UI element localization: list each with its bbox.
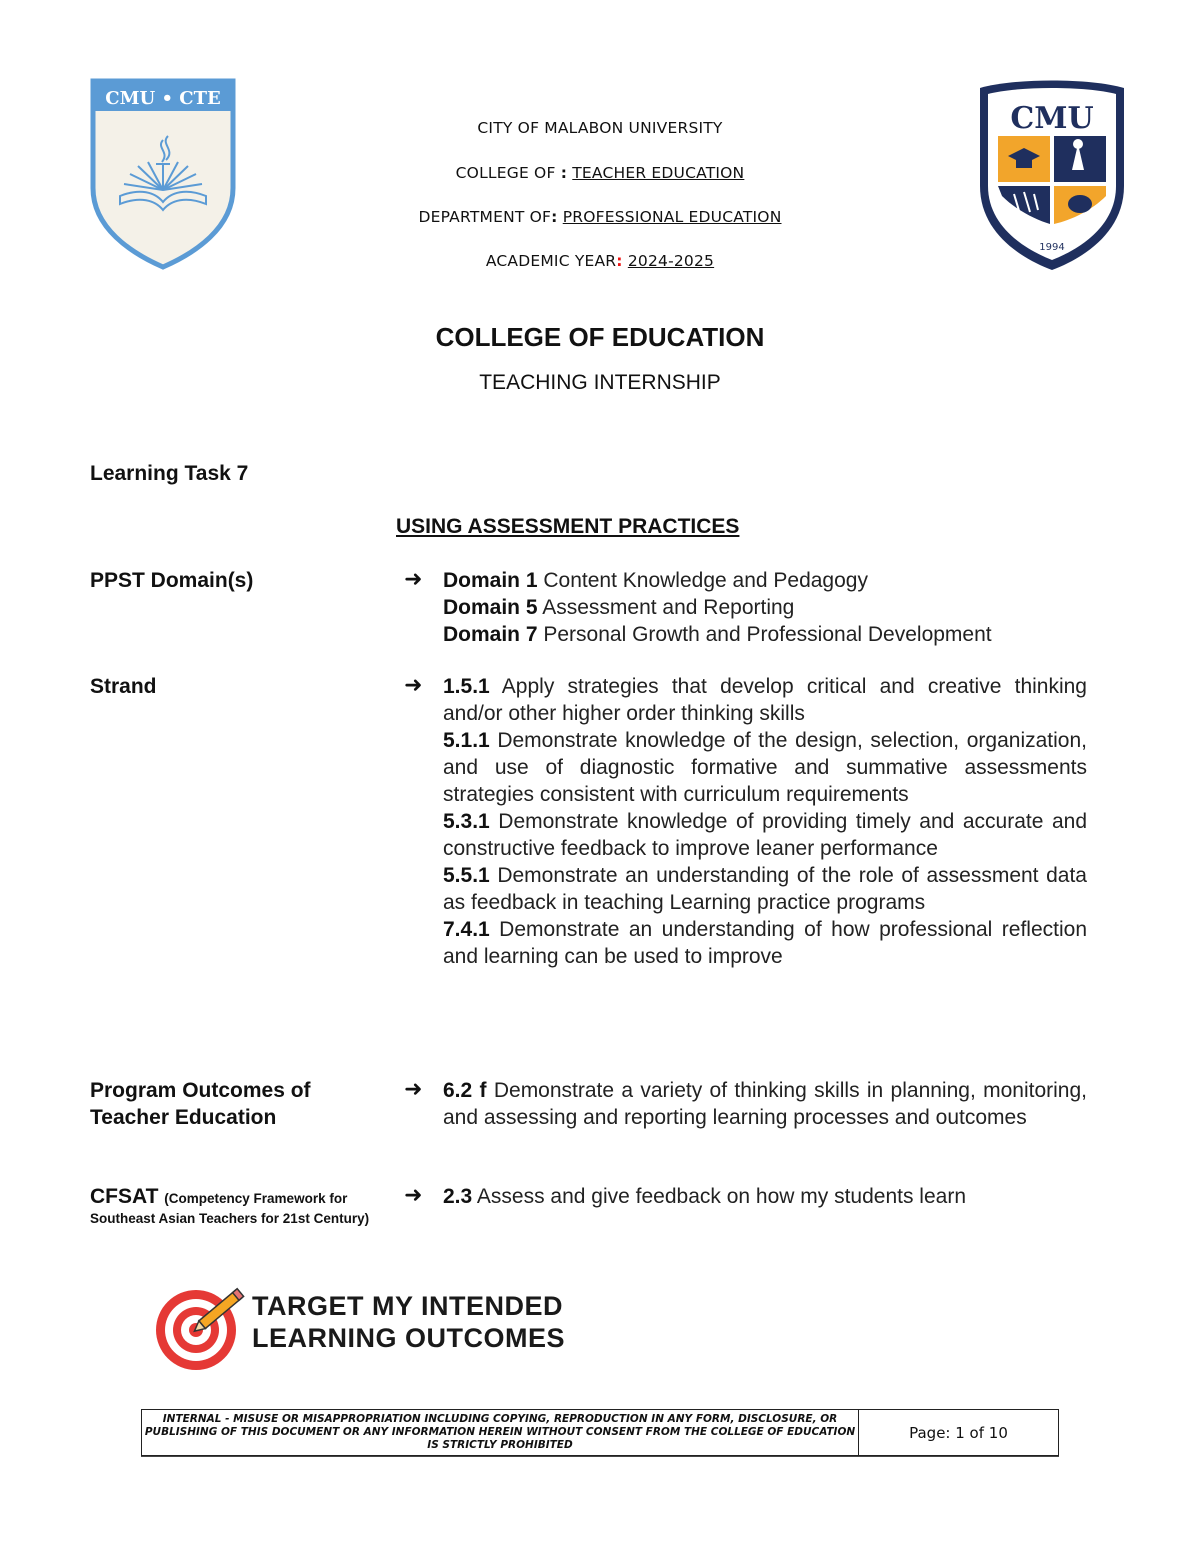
- ppst-domain-item: Domain 5 Assessment and Reporting: [443, 596, 795, 619]
- footer-notice: INTERNAL - MISUSE OR MISAPPROPRIATION INCLUDING COPYING, REPRODUCTION IN ANY FORM, DISCLOSURE, OR PUBLISHING OF THIS DOCUMENT OR ANY INFORMATION HEREIN WITHOUT CONSENT FROM THE COLLEGE OF EDUCATION IS STRICTLY PROHIBITED: [142, 1410, 859, 1456]
- cmu-crest-year: 1994: [1039, 242, 1065, 253]
- ppst-domain-item: Domain 7 Personal Growth and Professional Development: [443, 623, 992, 646]
- learning-task-label: Learning Task 7: [90, 462, 249, 485]
- university-name: CITY OF MALABON UNIVERSITY: [477, 119, 723, 137]
- program-outcomes-content: 6.2 f Demonstrate a variety of thinking skills in planning, monitoring, and assessing and reporting learning processes and outcomes: [443, 1079, 1087, 1129]
- strand-item: 5.1.1 Demonstrate knowledge of the design, selection, organization, and use of diagnostic formative and summative assessments strategies consistent with curriculum requirements: [443, 729, 1087, 806]
- arrow-icon: ➜: [404, 567, 423, 592]
- strand-item: 5.5.1 Demonstrate an understanding of the role of assessment data as feedback in teaching Learning practice programs: [443, 864, 1087, 914]
- page-indicator: Page: 1 of 10: [859, 1410, 1059, 1456]
- arrow-icon: ➜: [404, 1077, 423, 1102]
- cfsat-subtitle: Southeast Asian Teachers for 21st Century): [90, 1211, 370, 1226]
- section-title: USING ASSESSMENT PRACTICES: [396, 515, 740, 538]
- strand-item: 1.5.1 Apply strategies that develop critical and creative thinking and/or other higher order thinking skills: [443, 675, 1087, 725]
- strand-label: Strand: [90, 675, 157, 698]
- ppst-label: PPST Domain(s): [90, 569, 254, 592]
- target-icon: [152, 1284, 252, 1372]
- strand-item: 7.4.1 Demonstrate an understanding of how professional reflection and learning can be used to improve: [443, 918, 1087, 968]
- strand-list: [443, 673, 1087, 970]
- cfsat-label: CFSAT (Competency Framework for: [90, 1185, 348, 1208]
- cfsat-content: 2.3 Assess and give feedback on how my students learn: [443, 1185, 967, 1208]
- strand-item: 5.3.1 Demonstrate knowledge of providing timely and accurate and constructive feedback to improve leaner performance: [443, 810, 1087, 860]
- ppst-domain-item: Domain 1 Content Knowledge and Pedagogy: [443, 569, 868, 592]
- footer-table: [141, 1409, 1059, 1456]
- college-line: COLLEGE OF : TEACHER EDUCATION: [455, 164, 745, 182]
- academic-year-line: ACADEMIC YEAR: 2024-2025: [485, 252, 715, 270]
- footer-divider: [141, 1456, 1059, 1457]
- ppst-domains: [443, 567, 1087, 648]
- program-outcomes-label: Program Outcomes of Teacher Education: [90, 1079, 311, 1129]
- cmu-cte-logo-text: CMU • CTE: [105, 88, 221, 109]
- department-line: DEPARTMENT OF: PROFESSIONAL EDUCATION: [418, 208, 782, 226]
- cmu-crest-text: CMU: [1010, 101, 1094, 136]
- sub-title: TEACHING INTERNSHIP: [479, 371, 721, 394]
- arrow-icon: ➜: [404, 1183, 423, 1208]
- main-title: COLLEGE OF EDUCATION: [435, 322, 765, 352]
- arrow-icon: ➜: [404, 673, 423, 698]
- target-banner-text: TARGET MY INTENDED LEARNING OUTCOMES: [252, 1291, 566, 1353]
